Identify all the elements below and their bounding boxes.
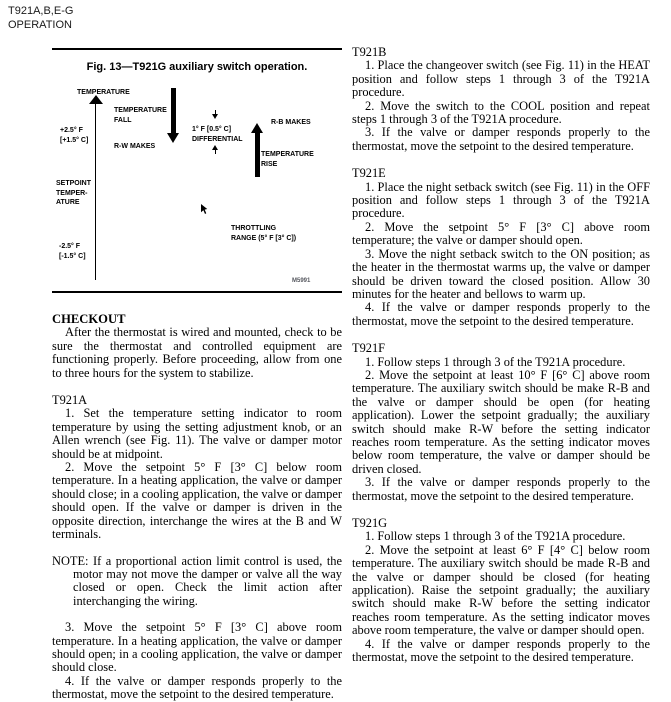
paragraph: 1. Follow steps 1 through 3 of the T921A procedure.	[365, 354, 626, 369]
paragraph: After the thermostat is wired and mounted, check to be sure the thermostat and controlled equipment are functioning properly. Before proceeding, allow from one to three hours for the system to stabilize.	[52, 325, 342, 380]
figure-drawing-code: M5991	[292, 278, 311, 284]
section-heading: T921A	[52, 393, 88, 408]
right-column	[352, 46, 650, 664]
page-header	[8, 4, 73, 32]
axis-up-arrow-icon	[89, 95, 103, 104]
note-paragraph: NOTE: If a proportional action limit control is used, the motor may not move the damper or valve all the way closed or open. Check the limit action after interchanging the wiring.	[52, 553, 342, 608]
figure-top-rule	[52, 48, 342, 50]
figure-label-setpoint-2: TEMPER-	[56, 189, 88, 197]
figure-label-differential-2: DIFFERENTIAL	[192, 135, 243, 143]
page-header-model: T921A,B,E-G	[8, 5, 74, 17]
paragraph: 3. Move the night setback switch to the ON position; as the heater in the thermostat warms up, the valve or damper should be driven toward the closed position. Allow 30 minutes for the heater and bellows to warm up.	[352, 246, 650, 301]
figure-label-setpoint-1: SETPOINT	[56, 180, 92, 187]
figure-label-temperature-axis: TEMPERATURE	[77, 89, 130, 96]
section-heading: CHECKOUT	[52, 312, 126, 326]
figure-label-differential-1: 1° F [0.5° C]	[192, 126, 232, 133]
section-heading: T921F	[352, 341, 386, 356]
paragraph: 3. Move the setpoint 5° F [3° C] above room temperature. In a heating application, the valve or damper should open; in a cooling application, the valve or damper should close.	[52, 620, 342, 675]
paragraph: 4. If the valve or damper responds properly to the thermostat, move the setpoint to the desired temperature.	[52, 673, 342, 702]
temperature-fall-down-arrow-icon	[167, 133, 179, 143]
paragraph: 4. If the valve or damper responds properly to the thermostat, move the setpoint to the desired temperature.	[352, 300, 650, 328]
figure-label-temperature-rise-1: TEMPERATURE	[261, 151, 314, 158]
figure-label-temperature-fall-1: TEMPERATURE	[114, 107, 167, 114]
paragraph: 3. If the valve or damper responds properly to the thermostat, move the setpoint to the desired temperature.	[352, 125, 650, 153]
paragraph: 3. If the valve or damper responds properly to the thermostat, move the setpoint to the desired temperature.	[352, 475, 650, 503]
right-column-text	[352, 46, 650, 664]
figure-label-lower-offset-c: [-1.5° C]	[59, 252, 86, 260]
section-heading: T921B	[352, 45, 387, 59]
figure-label-throttling-1: THROTTLING	[231, 225, 277, 232]
setpoint-axis-line	[95, 104, 96, 280]
paragraph: 2. Move the setpoint 5° F [3° C] below room temperature. In a heating application, the valve or damper should close; in a cooling application, the valve or damper should open. If the valve or damper is driven in the opposite direction, interchange the wires at the B and W terminals.	[52, 460, 342, 542]
left-column-text	[52, 313, 342, 702]
figure-label-lower-offset-f: -2.5° F	[59, 243, 81, 250]
section-heading: T921E	[352, 166, 386, 181]
temperature-rise-arrow-shaft	[255, 133, 260, 177]
paragraph: 1. Follow steps 1 through 3 of the T921A procedure.	[365, 529, 626, 544]
figure-label-temperature-fall-2: FALL	[114, 116, 132, 124]
paragraph: 2. Move the setpoint at least 10° F [6° C] above room temperature. The auxiliary switch should be make R-B and the valve or damper should be open (for heating application). Lower the setpoint gradually; the auxiliary switch should make R-W before the setting indicator reaches room temperature. As the setting indicator moves below room temperature, the valve or damper should be driven closed.	[352, 367, 650, 476]
figure-label-throttling-2: RANGE (5° F [3° C])	[231, 234, 297, 242]
figure-label-rb-makes: R-B MAKES	[271, 119, 311, 126]
paragraph: 1. Set the temperature setting indicator to room temperature by using the setting adjustment knob, or an Allen wrench (see Fig. 11). The valve or damper motor should be at midpoint.	[52, 406, 342, 461]
figure-label-setpoint-3: ATURE	[56, 199, 80, 206]
left-column	[52, 48, 342, 702]
paragraph: 2. Move the setpoint at least 6° F [4° C] below room temperature. The auxiliary switch should be made R-B and the valve or damper should be closed (for heating application). Raise the setpoint gradually; the auxiliary switch should make R-W before the setting indicator reaches room temperature. As the setting indicator moves above room temperature, the valve or damper should open.	[352, 542, 650, 638]
paragraph: 1. Place the night setback switch (see Fig. 11) in the OFF position and follow steps 1 through 3 of the T921A procedure.	[352, 179, 650, 221]
paragraph: 1. Place the changeover switch (see Fig. 11) in the HEAT position and follow steps 1 through 3 of the T921A procedure.	[352, 58, 650, 100]
section-heading: T921G	[352, 516, 388, 530]
differential-down-arrow-icon	[212, 114, 218, 119]
figure	[52, 48, 342, 293]
figure-label-temperature-rise-2: RISE	[261, 160, 278, 168]
paragraph: 2. Move the setpoint 5° F [3° C] above room temperature; the valve or damper should open.	[352, 219, 650, 248]
paragraph: 2. Move the switch to the COOL position and repeat steps 1 through 3 of the T921A procedure.	[352, 98, 650, 127]
figure-label-upper-offset-c: [+1.5° C]	[60, 136, 89, 144]
figure-label-rw-makes: R-W MAKES	[114, 143, 156, 150]
temperature-fall-arrow-shaft	[171, 88, 176, 133]
mouse-cursor-icon	[201, 204, 209, 214]
figure-label-upper-offset-f: +2.5° F	[60, 127, 83, 134]
paragraph: 4. If the valve or damper responds properly to the thermostat, move the setpoint to the desired temperature.	[352, 636, 650, 665]
figure-caption: Fig. 13—T921G auxiliary switch operation.	[86, 61, 308, 73]
page-header-section: OPERATION	[8, 19, 72, 31]
temperature-rise-up-arrow-icon	[251, 123, 263, 133]
differential-stem-bottom	[215, 150, 216, 154]
figure-bottom-rule	[52, 291, 342, 293]
